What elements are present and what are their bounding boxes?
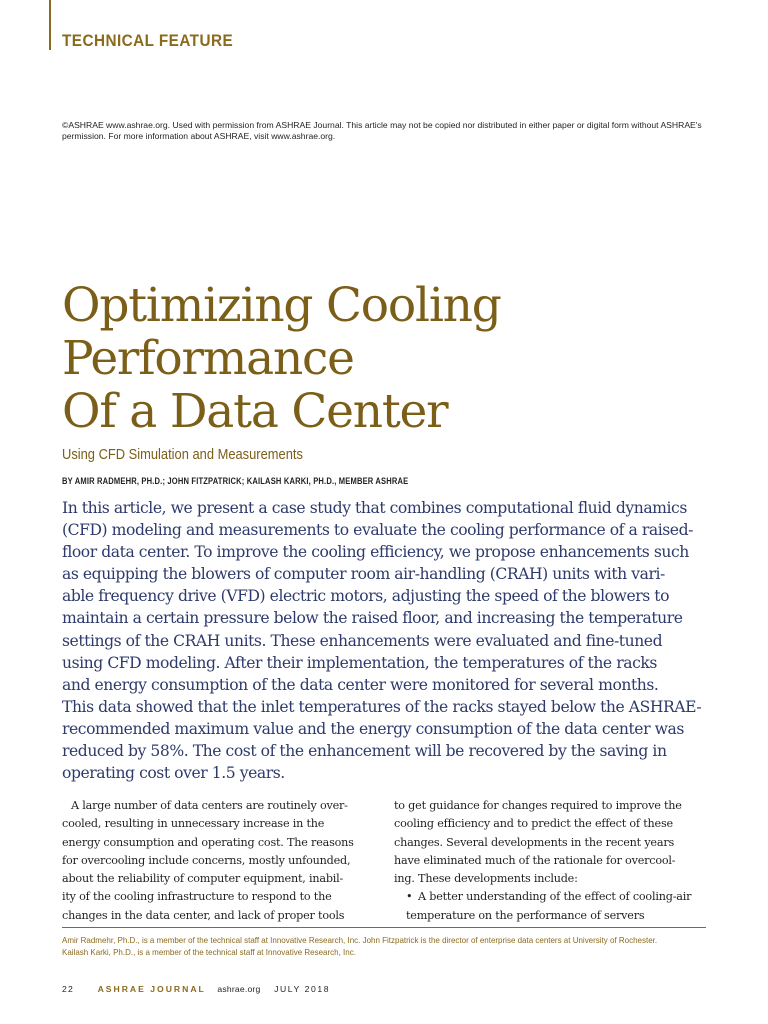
abstract-line: reduced by 58%. The cost of the enhancement will be recovered by the saving in (62, 742, 667, 761)
article-title (62, 279, 702, 438)
body-column-left (62, 797, 362, 925)
author-footnote: Amir Radmehr, Ph.D., is a member of the technical staff at Innovative Research, Inc. John Fitzpatrick is the director of enterprise data centers at University of Rochester. Kailash Karki, Ph.D., is a member of the technical staff at Innovative Research, Inc. (62, 935, 658, 958)
header-vertical-rule (49, 0, 51, 50)
footnote-rule (62, 927, 706, 928)
abstract-line: recommended maximum value and the energy consumption of the data center was (62, 719, 684, 738)
body-text-line: changes in the data center, and lack of proper tools (62, 908, 345, 922)
abstract-line: using CFD modeling. After their implementation, the temperatures of the racks (62, 653, 657, 672)
journal-name: ASHRAE JOURNAL (97, 984, 206, 994)
author-byline: BY AMIR RADMEHR, PH.D.; JOHN FITZPATRICK; KAILASH KARKI, PH.D., MEMBER ASHRAE (62, 476, 409, 486)
bullet-item-line (394, 907, 694, 925)
bullet-text: temperature on the performance of servers (406, 908, 645, 922)
body-text-line: for overcooling include concerns, mostly unfounded, (62, 853, 351, 867)
abstract-line: (CFD) modeling and measurements to evaluate the cooling performance of a raised- (62, 521, 693, 540)
bullet-item-line (394, 888, 694, 906)
body-text-line: cooled, resulting in unnecessary increase in the (62, 817, 325, 831)
page-footer (62, 984, 330, 994)
body-text-line: to get guidance for changes required to improve the (394, 799, 682, 812)
page-number: 22 (62, 984, 74, 994)
abstract-line: and energy consumption of the data center were monitored for several months. (62, 675, 659, 694)
journal-website: ashrae.org (217, 984, 261, 994)
abstract-line: floor data center. To improve the cooling efficiency, we propose enhancements such (62, 543, 689, 562)
abstract-line: operating cost over 1.5 years. (62, 764, 285, 783)
bullet-text: A better understanding of the effect of cooling-air (418, 890, 692, 904)
body-column-right (394, 797, 694, 925)
title-line: Performance (62, 331, 354, 386)
abstract-line: settings of the CRAH units. These enhancements were evaluated and fine-tuned (62, 631, 663, 650)
section-label: TECHNICAL FEATURE (62, 31, 234, 50)
bullet-icon: • (406, 890, 413, 904)
abstract-line: able frequency drive (VFD) electric motors, adjusting the speed of the blowers to (62, 587, 670, 606)
abstract-line: This data showed that the inlet temperatures of the racks stayed below the ASHRAE- (62, 697, 702, 716)
body-text-line: about the reliability of computer equipment, inabil- (62, 872, 344, 886)
issue-date: JULY 2018 (274, 984, 331, 994)
abstract-line: In this article, we present a case study that combines computational fluid dynamics (62, 499, 687, 517)
article-abstract (62, 497, 712, 784)
title-line: Of a Data Center (62, 384, 448, 439)
body-text-line: A large number of data centers are routinely over- (71, 799, 348, 812)
body-text-line: have eliminated much of the rationale for overcool- (394, 853, 676, 867)
body-text-line: ity of the cooling infrastructure to respond to the (62, 890, 332, 904)
abstract-line: as equipping the blowers of computer room air-handling (CRAH) units with vari- (62, 565, 665, 584)
article-subtitle: Using CFD Simulation and Measurements (62, 446, 303, 463)
body-text-line: ing. These developments include: (394, 872, 578, 886)
title-line: Optimizing Cooling (62, 278, 501, 333)
body-text-line: cooling efficiency and to predict the effect of these (394, 817, 673, 831)
abstract-line: maintain a certain pressure below the raised floor, and increasing the temperature (62, 609, 683, 628)
body-text-line: changes. Several developments in the recent years (394, 835, 675, 849)
copyright-notice: ©ASHRAE www.ashrae.org. Used with permission from ASHRAE Journal. This article may not be copied nor distributed in either paper or digital form without ASHRAE's permission. For more information about ASHRAE, visit www.ashrae.org. (62, 120, 702, 141)
body-text-line: energy consumption and operating cost. The reasons (62, 835, 354, 849)
